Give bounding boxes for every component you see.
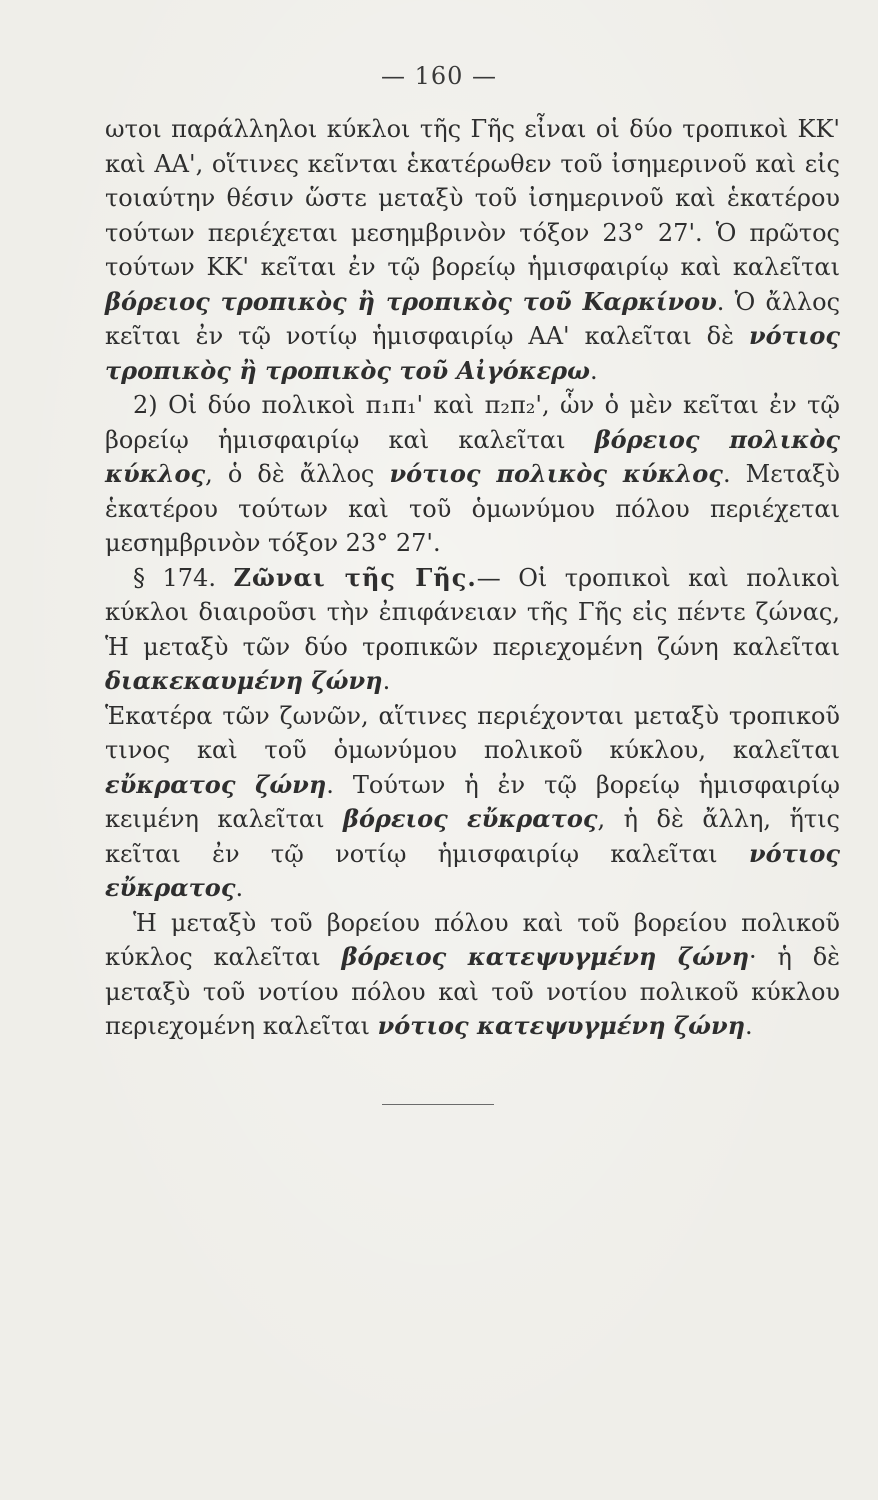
text-run: Ἡ μεταξὺ τοῦ βορείου πόλου καὶ τοῦ βορείου πολικοῦ κύκλος καλεῖται <box>105 908 840 971</box>
term-north-frigid: βόρειος κατεψυγμένη ζώνη <box>341 942 750 971</box>
text-run: . <box>589 356 598 385</box>
paragraph-temperate-zones <box>105 699 840 906</box>
page-number: — 160 — <box>380 62 498 90</box>
text-run: ωτοι παράλληλοι κύκλοι τῆς Γῆς εἶναι οἱ δύο τροπικοὶ ΚΚ' καὶ ΑΑ', οἵτινες κεῖνται ἑκατέρωθεν τοῦ ἰσημερινοῦ καὶ εἰς τοιαύτην θέσιν ὥστε μεταξὺ τοῦ ἰσημερινοῦ καὶ ἑκατέρου τούτων περιέχεται μεσημβρινὸν τόξον 23° 27'. Ὁ πρῶτος τούτων ΚΚ' κεῖται ἐν τῷ βορείῳ ἡμισφαιρίῳ καὶ καλεῖται <box>105 115 840 281</box>
text-run: · ἡ δὲ μεταξὺ τοῦ νοτίου πόλου καὶ τοῦ νοτίου πολικοῦ κύκλου περιεχομένη καλεῖται <box>105 943 841 1040</box>
term-antarctic-circle: νότιος πολικὸς κύκλος <box>389 459 723 488</box>
term-northern-tropic: βόρειος τροπικὸς ἢ τροπικὸς τοῦ Καρκίνου <box>105 286 717 316</box>
term-arctic-circle: βόρειος πολικὸς κύκλος <box>105 424 841 488</box>
term-southern-tropic: νότιος τροπικὸς ἢ τροπικὸς τοῦ Αἰγόκερω <box>105 321 840 385</box>
term-torrid-zone: διακεκαυμένη ζώνη <box>105 666 383 695</box>
term-south-frigid: νότιος κατεψυγμένη ζώνη <box>377 1011 746 1040</box>
text-run: , ὁ δὲ ἄλλος <box>205 460 390 488</box>
paragraph-section-174 <box>105 561 840 699</box>
text-run: . Μεταξὺ ἑκατέρου τούτων καὶ τοῦ ὁμωνύμου πόλου περιέχεται μεσημβρινὸν τόξον 23° 27'. <box>105 460 840 557</box>
text-run: Ἑκατέρα τῶν ζωνῶν, αἵτινες περιέχονται μεταξὺ τροπικοῦ τινος καὶ τοῦ ὁμωνύμου πολικοῦ κύκλου, καλεῖται <box>105 701 840 764</box>
section-number: § 174. <box>133 563 234 592</box>
term-north-temperate: βόρειος εὔκρατος <box>343 804 598 833</box>
text-run: . Ὁ ἄλλος κεῖται ἐν τῷ νοτίῳ ἡμισφαιρίῳ ΑΑ' καλεῖται δὲ <box>105 287 841 350</box>
text-run: , ἡ δὲ ἄλλη, ἥτις κεῖται ἐν τῷ νοτίῳ ἡμισφαιρίῳ καλεῖται <box>105 805 841 868</box>
text-run: . Τούτων ἡ ἐν τῷ βορείῳ ἡμισφαιρίῳ κειμένη καλεῖται <box>105 770 841 833</box>
end-rule <box>382 1104 494 1105</box>
paragraph-frigid-zones <box>105 906 840 1044</box>
paragraph-polar-circles <box>105 388 840 561</box>
section-heading: Ζῶναι τῆς Γῆς. <box>233 562 477 592</box>
text-run: — Οἱ τροπικοὶ καὶ πολικοὶ κύκλοι διαιροῦσι τὴν ἐπιφάνειαν τῆς Γῆς εἰς πέντε ζώνας, Ἡ μεταξὺ τῶν δύο τροπικῶν περιεχομένη ζώνη καλεῖται <box>105 563 840 661</box>
text-run: 2) Οἱ δύο πολικοὶ π₁π₁' καὶ π₂π₂', ὧν ὁ μὲν κεῖται ἐν τῷ βορείῳ ἡμισφαιρίῳ καὶ καλεῖται <box>105 391 840 454</box>
text-run: . <box>235 874 244 902</box>
term-south-temperate: νότιος εὔκρατος <box>105 838 840 902</box>
paragraph-tropics <box>105 112 840 388</box>
term-temperate-zone: εὔκρατος ζώνη <box>105 769 327 799</box>
body-text <box>105 112 840 1044</box>
text-run: . <box>745 1012 753 1040</box>
text-run: . <box>382 667 391 695</box>
